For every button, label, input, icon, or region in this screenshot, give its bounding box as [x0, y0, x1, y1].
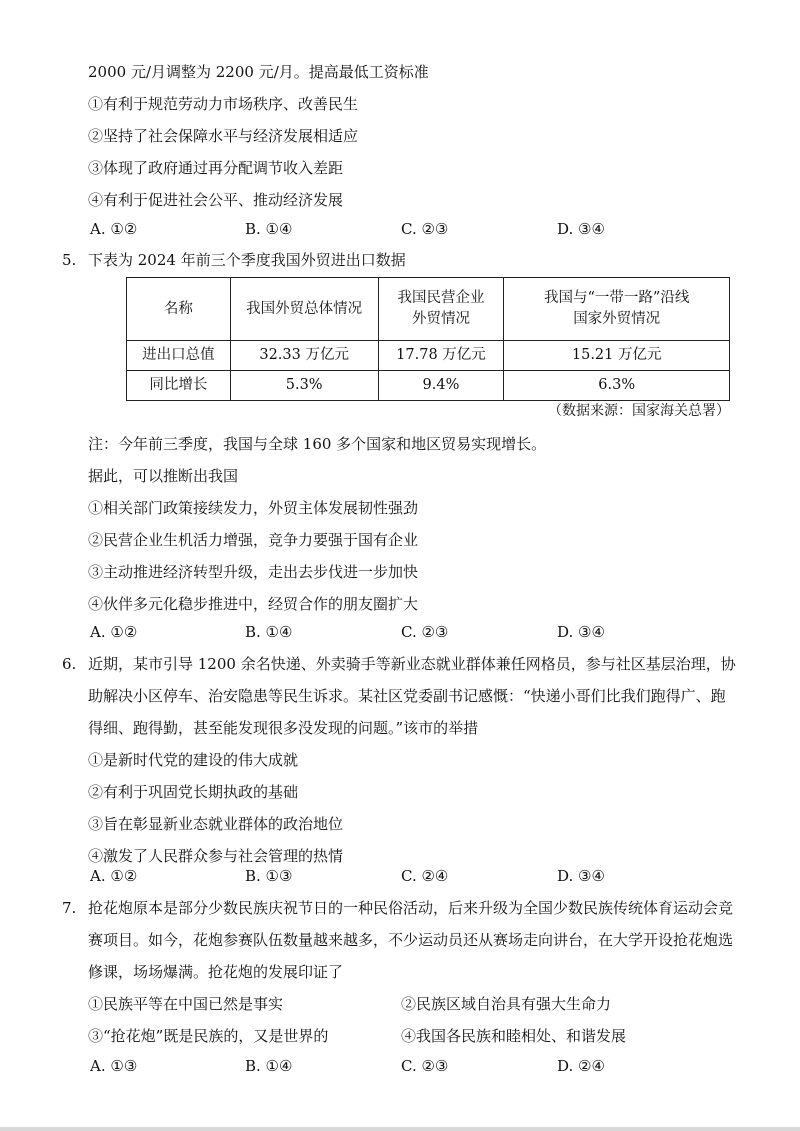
- q5-option-c: C. ②③: [401, 623, 449, 641]
- q4-statement-2: ②坚持了社会保障水平与经济发展相适应: [88, 127, 359, 145]
- q6-option-d: D. ③④: [557, 867, 605, 885]
- table-cell: 17.78 万亿元: [378, 341, 504, 371]
- q5-statement-1: ①相关部门政策接续发力，外贸主体发展韧性强劲: [88, 499, 419, 517]
- table-header-cell: [504, 278, 730, 341]
- q7-statement-4: ④我国各民族和睦相处、和谐发展: [401, 1027, 627, 1045]
- q4-statement-3: ③体现了政府通过再分配调节收入差距: [88, 159, 344, 177]
- q5-statement-2: ②民营企业生机活力增强，竞争力要强于国有企业: [88, 531, 419, 549]
- q5-option-d: D. ③④: [557, 623, 605, 641]
- q5-statement-3: ③主动推进经济转型升级，走出去步伐进一步加快: [88, 563, 419, 581]
- q6-option-a: A. ①②: [90, 867, 138, 885]
- page-bottom-edge: [0, 1127, 800, 1131]
- q7-statement-3: ③“抢花炮”既是民族的，又是世界的: [88, 1027, 329, 1045]
- q6-stem-line-2: 助解决小区停车、治安隐患等民生诉求。某社区党委副书记感慨：“快递小哥们比我们跑得广、跑: [88, 687, 726, 705]
- table-header-line: 国家外贸情况: [573, 311, 661, 327]
- q4-option-d: D. ③④: [557, 220, 605, 238]
- q4-stem-continued: 2000 元/月调整为 2200 元/月。提高最低工资标准: [88, 63, 429, 81]
- table-header-cell: 名称: [127, 278, 231, 341]
- q4-option-a: A. ①②: [90, 220, 138, 238]
- q5-stem: 下表为 2024 年前三个季度我国外贸进出口数据: [88, 251, 406, 269]
- q7-statement-1: ①民族平等在中国已然是事实: [88, 995, 284, 1013]
- q5-option-b: B. ①④: [245, 623, 293, 641]
- table-cell: 5.3%: [230, 371, 378, 401]
- table-cell: 32.33 万亿元: [230, 341, 378, 371]
- q7-stem-line-2: 赛项目。如今，花炮参赛队伍数量越来越多，不少运动员还从赛场走向讲台，在大学开设抢花炮选: [88, 931, 734, 949]
- q7-option-d: D. ②④: [557, 1057, 605, 1075]
- table-header-cell: [378, 278, 504, 341]
- table-cell: 15.21 万亿元: [504, 341, 730, 371]
- q5-number: 5.: [62, 251, 77, 269]
- q6-statement-4: ④激发了人民群众参与社会管理的热情: [88, 847, 344, 865]
- table-source-note: （数据来源：国家海关总署）: [548, 403, 730, 419]
- table-cell: 进出口总值: [127, 341, 231, 371]
- q5-option-a: A. ①②: [90, 623, 138, 641]
- table-cell: 同比增长: [127, 371, 231, 401]
- q6-statement-1: ①是新时代党的建设的伟大成就: [88, 751, 299, 769]
- table-header-line: 我国与“一带一路”沿线: [544, 290, 690, 306]
- table-header-line: 我国民营企业: [397, 290, 485, 306]
- q7-statement-2: ②民族区域自治具有强大生命力: [401, 995, 612, 1013]
- table-header-line: 外贸情况: [411, 311, 470, 327]
- q6-number: 6.: [62, 655, 77, 673]
- q5-note: 注：今年前三季度，我国与全球 160 多个国家和地区贸易实现增长。: [88, 435, 547, 453]
- table-header-cell: 我国外贸总体情况: [230, 278, 378, 341]
- q7-option-a: A. ①③: [90, 1057, 138, 1075]
- q4-option-b: B. ①④: [245, 220, 293, 238]
- q4-statement-4: ④有利于促进社会公平、推动经济发展: [88, 191, 344, 209]
- q6-statement-3: ③旨在彰显新业态就业群体的政治地位: [88, 815, 344, 833]
- table-row: [127, 371, 730, 401]
- table-header-row: [127, 278, 730, 341]
- q7-option-c: C. ②③: [401, 1057, 449, 1075]
- q7-option-b: B. ①④: [245, 1057, 293, 1075]
- q6-stem-line-1: 近期，某市引导 1200 余名快递、外卖骑手等新业态就业群体兼任网格员，参与社区基层治理，协: [88, 655, 736, 673]
- table-cell: 6.3%: [504, 371, 730, 401]
- q6-stem-line-3: 得细、跑得勤，甚至能发现很多没发现的问题。”该市的举措: [88, 719, 479, 737]
- q6-option-c: C. ②④: [401, 867, 449, 885]
- q5-statement-4: ④伙伴多元化稳步推进中，经贸合作的朋友圈扩大: [88, 595, 419, 613]
- table-row: [127, 341, 730, 371]
- q5-lead: 据此，可以推断出我国: [88, 467, 239, 485]
- q4-statement-1: ①有利于规范劳动力市场秩序、改善民生: [88, 95, 359, 113]
- trade-data-table: [126, 277, 730, 401]
- q4-option-c: C. ②③: [401, 220, 449, 238]
- q6-option-b: B. ①③: [245, 867, 293, 885]
- q7-number: 7.: [62, 899, 77, 917]
- q7-stem-line-1: 抢花炮原本是部分少数民族庆祝节日的一种民俗活动，后来升级为全国少数民族传统体育运动会竞: [88, 899, 734, 917]
- q7-stem-line-3: 修课，场场爆满。抢花炮的发展印证了: [88, 963, 344, 981]
- q6-statement-2: ②有利于巩固党长期执政的基础: [88, 783, 299, 801]
- table-cell: 9.4%: [378, 371, 504, 401]
